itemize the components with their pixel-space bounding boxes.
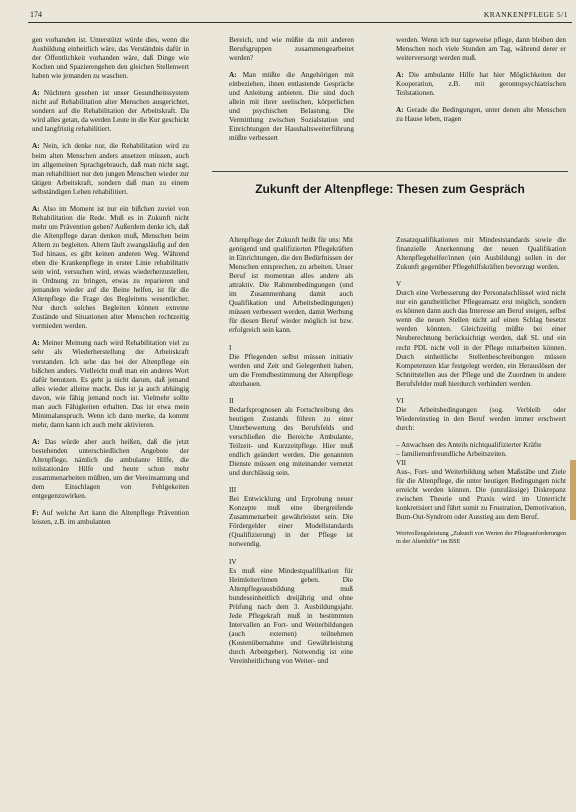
paragraph xyxy=(32,205,189,332)
page-number: 174 xyxy=(30,10,42,19)
thesis-text: – familienunfreundliche Arbeitszeiten. xyxy=(396,449,507,458)
thesis-section xyxy=(229,236,353,336)
thesis-text: Aus-, Fort- und Weiterbildung sehen Maßstäbe und Ziele für die Altenpflege, die unter heutigen Bedingungen nicht erreicht werden können. Die (unzulässige) Diskrepanz zwischen Theorie und Praxis wird im Unterricht konkretisiert und führt somit zu Frustration, Demotivation, Burn-Out-Syndrom oder Ausstieg aus dem Beruf. xyxy=(396,468,566,522)
paragraph-text: Man müßte die Angehörigen mit einbeziehen, ihnen entlastende Gespräche und Anleitung anbieten. Die sind doch allein mit ihrer seelischen, körperlichen und psychischen Belastung. Die Vermittlung zwischen Sozialstation und Einrichtungen der Haushaltsweiterführung müßte verbessert xyxy=(229,71,354,143)
paragraph-text: werden. Wenn ich nur tageweise pflege, dann bleiben den Menschen noch viele Stunden am Tag, während derer er weiterversorgt werden muß. xyxy=(396,36,566,63)
paragraph xyxy=(229,36,354,63)
speaker-label: A: xyxy=(32,204,40,213)
thesis-text: Zusatzqualifikationen mit Mindeststandards sowie die finanzielle Anerkennung der neuen Qualifikation Altenpflegehelfer/innen (ein Ausbildung) sollen in der Zukunft gegenüber Pflegehilfskräften bevorzugt werden. xyxy=(396,236,566,272)
thesis-number: I xyxy=(229,343,232,352)
page-edge-mark xyxy=(570,460,576,520)
thesis-text: Es muß eine Mindestqualifikation für Heimleiter/innen geben. Die Altenpflegeausbildung muß bundeseinheitlich dreijährig und ohne Prüfung nach dem 3. Ausbildungsjahr. Jede Pflegekraft muß in bestimmten Intervallen an Fort- und Weiterbildungen (auch externen) teilnehmen (Kostenübernahme und Gewährleistung durch Arbeitgeber). Notwendig ist eine Vereinheitlichung von Weiter- und xyxy=(229,566,353,666)
paragraph xyxy=(396,106,566,124)
paragraph-text: gen vorhanden ist. Unterstützt würde dies, wenn die Ausbildung einheitlich wäre, das Verständnis dafür in der Öffentlichkeit vorhanden wäre, daß Dinge wie Kochen und Spazierengehen den gleichen Stellenwert haben wie jemanden zu waschen. xyxy=(32,36,189,81)
thesis-section xyxy=(396,441,566,450)
thesis-section xyxy=(229,486,353,549)
thesis-section xyxy=(396,450,566,459)
paragraph-text: Also im Moment ist nur ein bißchen zuviel von Rehabilitation die Rede. Muß es in Zukunft nicht mehr um Prävention gehen? Außerdem denke ich, daß die Altenpflege daran denken muß, Menschen beim Altern zu begleiten. Altern läuft zwangsläufig auf den Tod hinaus, es gibt keinen anderen Weg. Während eben die Krankenpflege in erster Linie rehabilitativ sein wird, versuchen wird, etwas wiederherzustellen, in Ordnung zu bringen, etwas zu reparieren und jemanden wieder auf die Beine helfen, ist für die Altenpflege die Frage des Begleitens wesentlicher. Nur durch solches Begleiten können extreme Zustände und Situationen alter Menschen rechtzeitig vermieden werden. xyxy=(32,204,189,331)
thesis-section xyxy=(396,397,566,433)
paragraph xyxy=(32,339,189,429)
box-footnote: Wortvollzugsleistung „Zukunft von Werten der Pflegeanforderungen in der Altenhilfe“ im BSE xyxy=(396,530,566,546)
paragraph-text: Meiner Meinung nach wird Rehabilitation viel zu sehr als Wiederherstellung der Arbeitskraft verstanden. Ich sehe das bei der Altenpflege ein bißchen anders. Vielleicht muß man ein anderes Wort dafür benutzen. Es geht ja nicht darum, daß jemand alles wieder alleine macht. Das ist ja auch abhängig davon, wie fähig jemand noch ist. Vielmehr sollte man auch Fähigkeiten erhalten. Das ist etwa mein Minimalanspruch. Wenn ich dann merke, da kommt mehr, dann kann ich auch mehr aktivieren. xyxy=(32,339,190,429)
speaker-label: F: xyxy=(32,509,39,518)
paragraph xyxy=(32,36,189,81)
column-2 xyxy=(229,36,354,152)
thesis-column-right xyxy=(396,236,566,554)
thesis-number: VII xyxy=(396,459,406,468)
thesis-text: Die Pflegenden selbst müssen initiativ werden und Zeit und Gelegenheit haben, um die Fremdbestimmung der Altenpflege abzubauen. xyxy=(229,352,353,388)
speaker-label: A: xyxy=(32,339,40,348)
thesis-text: – Anwachsen des Anteils nichtqualifizierter Kräfte xyxy=(396,440,542,449)
running-title: KRANKENPFLEGE 5/1 xyxy=(483,10,568,19)
thesis-box-rule xyxy=(212,171,568,172)
paragraph-text: Auf welche Art kann die Altenpflege Prävention leisten, z.B. im ambulanten xyxy=(32,509,189,527)
thesis-number: III xyxy=(229,486,237,495)
header-rule xyxy=(28,22,572,23)
thesis-text: Bei Entwicklung und Erprobung neuer Konzepte muß eine übergreifende Zusammenarbeit gewährleistet sein. Die Fördergelder einer Modellstandards (Qualifizierung) in der Pflege ist notwendig. xyxy=(229,495,353,549)
column-1 xyxy=(32,36,189,535)
paragraph-text: Die ambulante Hilfe hat hier Möglichkeiten der Kooperation, z.B. mit gerontopsychiatrischen Teilstationen. xyxy=(396,71,566,98)
paragraph xyxy=(229,71,354,143)
paragraph-text: Nein, ich denke nur, die Rehabilitation wird zu beim alten Menschen anders ansetzen müssen, auch im allgemeinen Sprachgebrauch, daß man nicht sagt, man rehabilitiert nur den jungen Menschen wieder zur tätigen Arbeitskraft, sondern daß man zu einem selbständigen Leben rehabilitiert. xyxy=(32,142,190,196)
paragraph-text: Bereich, und wie müßte da mit anderen Berufsgruppen zusammengearbeitet werden? xyxy=(229,36,354,63)
thesis-text: Durch eine Verbesserung der Personalschlüssel wird nicht nur ein ganzheitlicher Pflegeansatz erst möglich, sondern es können dann auch das Interesse am Beruf steigen, selbst wenn die neuen Stellen nicht auf einen Schlag besetzt werden könnten. Gleichzeitig müßte bei einer Neuberechnung berücksichtigt werden, daß SL und ein recht PDL nicht voll in der Pflege mitarbeiten können. Durch einheitliche Stellenbeschreibungen müssen Kompetenzen klar festgelegt werden, ein Herauslösen der Schnittstellen aus der Pflege und die Zuordnen in andere Berufsfelder muß hierdurch verhindert werden. xyxy=(396,289,566,388)
paragraph xyxy=(32,89,189,134)
thesis-text: Bedarfsprognosen als Fortschreibung des heutigen Zustands führen zu einer Unterbewertung des Berufsfelds und verschließen die Bereiche Ambulante, Teilzeit- und Kurzzeitpflege. Hier muß endlich geändert werden. Die genannten Dienste müssen eng miteinander vernetzt und durchlässig sein. xyxy=(229,405,353,478)
thesis-text: Die Arbeitsbedingungen (sog. Verbleib oder Wiedereinstieg in den Beruf werden immer erschwert durch: xyxy=(396,405,566,432)
thesis-section xyxy=(229,397,353,478)
speaker-label: A: xyxy=(229,71,237,80)
thesis-section xyxy=(396,236,566,272)
paragraph xyxy=(396,36,566,63)
thesis-number: IV xyxy=(229,557,237,566)
speaker-label: A: xyxy=(396,71,404,80)
thesis-section xyxy=(229,558,353,667)
paragraph-text: Nüchtern gesehen ist unser Gesundheitssystem nicht auf Rehabilitation alter Menschen ausgerichtet, sondern auf die Rehabilitation der Arbeitskraft. Da wird alles getan, da werden Leute in die Kur geschickt und langfristig rehabilitiert. xyxy=(32,89,189,134)
paragraph xyxy=(32,438,189,501)
speaker-label: A: xyxy=(396,106,404,115)
paragraph xyxy=(396,71,566,98)
thesis-section xyxy=(396,459,566,522)
paragraph-text: Gerade die Bedingungen, unter denen alte Menschen zu Hause leben, tragen xyxy=(396,106,567,124)
thesis-section xyxy=(396,280,566,389)
thesis-section xyxy=(229,344,353,389)
thesis-column-left xyxy=(229,236,353,674)
paragraph xyxy=(32,509,189,527)
speaker-label: A: xyxy=(32,89,40,98)
thesis-number: II xyxy=(229,396,234,405)
paragraph-text: Das würde aber auch heißen, daß die jetzt bestehenden unterschiedlichen Angebote der Altenpflege, nämlich die ambulante Hilfe, die teilstationäre Hilfe und heute schon mehr zusammenarbeiten müßten, um der Vereinsamung und dem Einschlagen von Fehlgekeiten entgegenzuwirken. xyxy=(32,437,190,501)
thesis-text: Altenpflege der Zukunft heißt für uns: Mit genügend und qualifizierten Pflegekräften in Einrichtungen, die den Bedürfnissen der Menschen entsprechen, zu arbeiten. Unser Beruf ist momentan alles andere als attraktiv. Die Rahmenbedingungen (und im Zusammenhang damit auch Qualifikation und Arbeitsbedingungen) müssen verbessert werden, damit Werbung für diesen Beruf wieder möglich ist bzw. erfolgreich sein kann. xyxy=(229,236,353,335)
page-header xyxy=(0,8,576,28)
paragraph xyxy=(32,142,189,196)
speaker-label: A: xyxy=(32,437,40,446)
speaker-label: A: xyxy=(32,142,40,151)
thesis-number: VI xyxy=(396,396,404,405)
thesis-number: V xyxy=(396,280,402,289)
column-3 xyxy=(396,36,566,132)
thesis-box-title: Zukunft der Altenpflege: Thesen zum Gespräch xyxy=(255,182,525,196)
